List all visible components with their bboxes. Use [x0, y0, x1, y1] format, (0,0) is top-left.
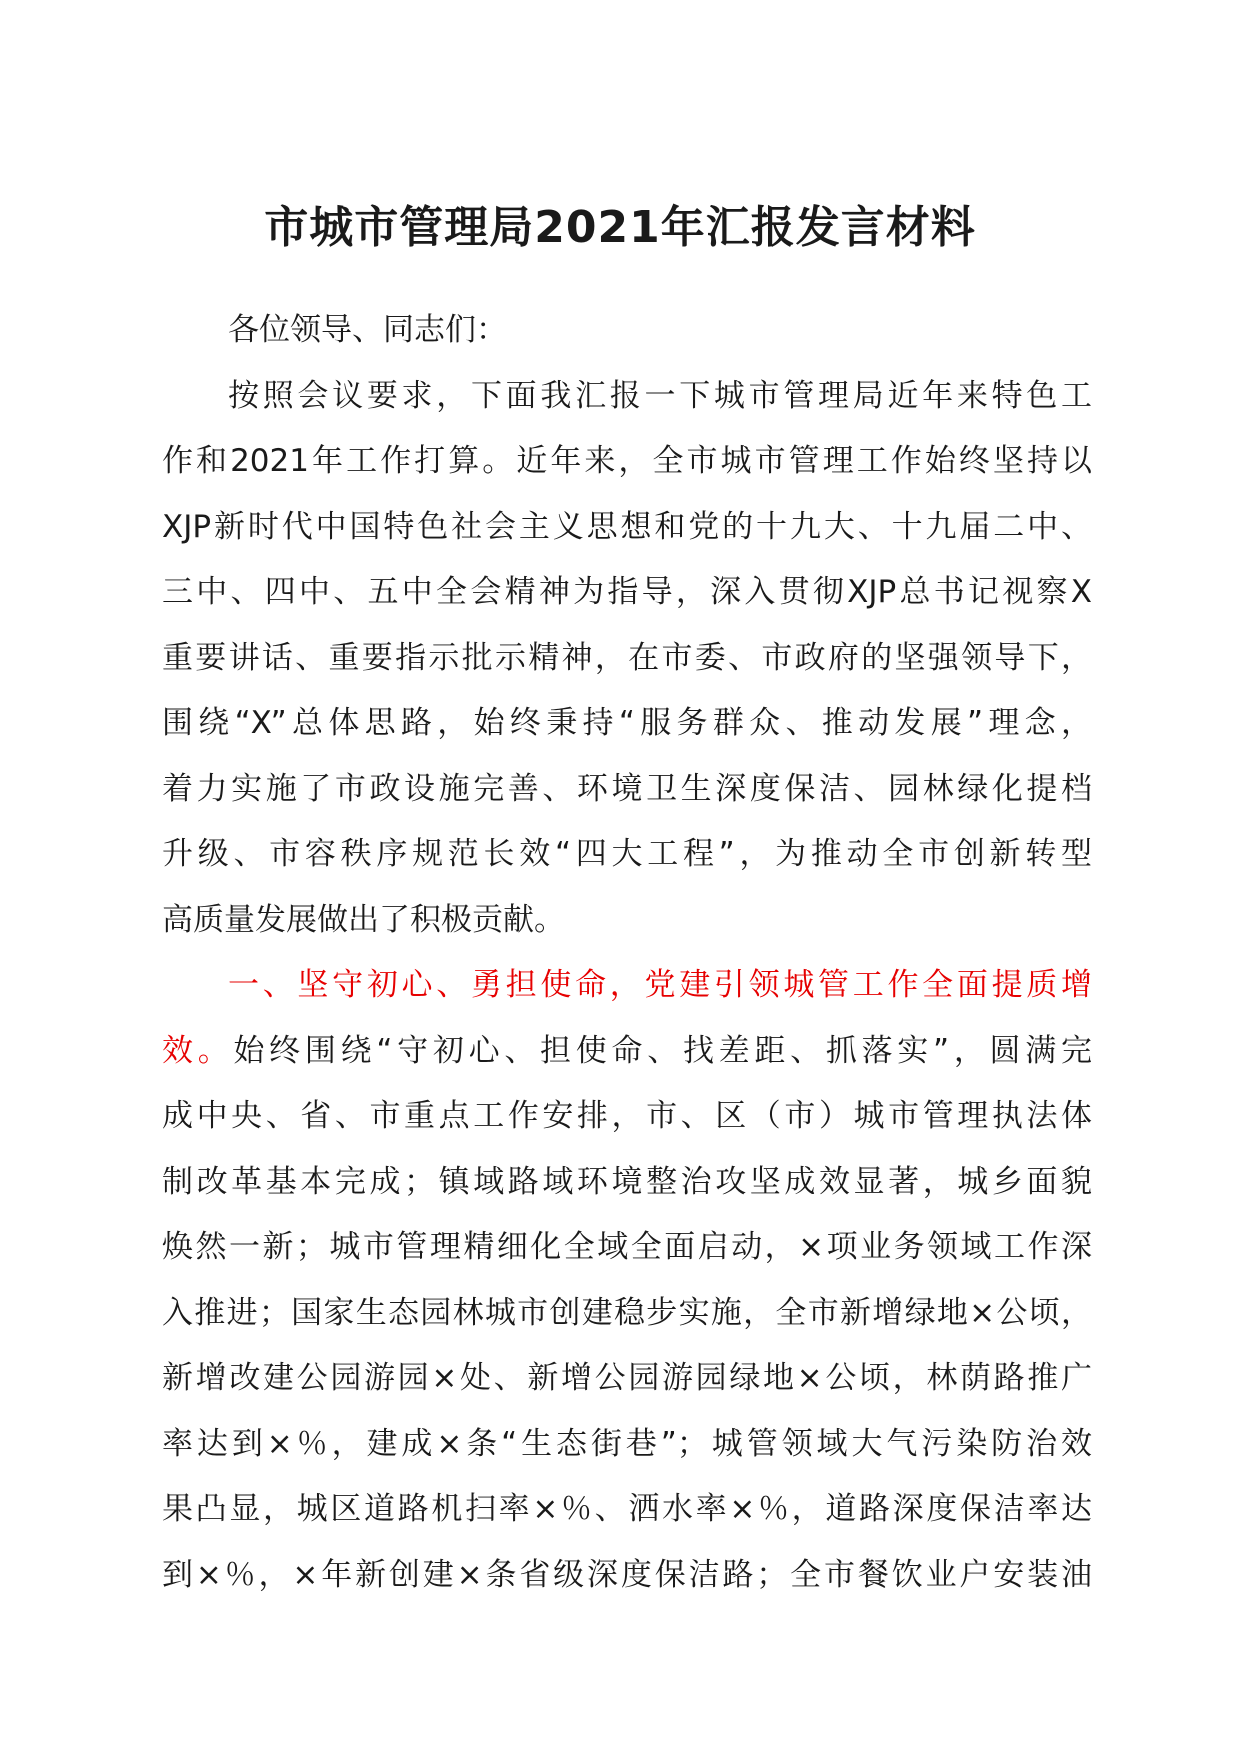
section-heading-tail: 效。 [162, 1032, 234, 1069]
paragraph-line: 果凸显，城区道路机扫率×％、洒水率×％，道路深度保洁率达 [162, 1491, 1092, 1527]
paragraph-line: 升级、市容秩序规范长效“四大工程”，为推动全市创新转型 [162, 836, 1092, 872]
paragraph-line: XJP新时代中国特色社会主义思想和党的十九大、十九届二中、 [162, 508, 1092, 545]
paragraph-line: 按照会议要求，下面我汇报一下城市管理局近年来特色工 [228, 377, 1092, 414]
paragraph-line: 到×％，×年新创建×条省级深度保洁路；全市餐饮业户安装油 [162, 1556, 1092, 1593]
paragraph-line: 新增改建公园游园×处、新增公园游园绿地×公顷，林荫路推广 [162, 1360, 1092, 1396]
paragraph-line-mixed [162, 1019, 1092, 1085]
paragraph-line: 率达到×％，建成×条“生态街巷”；城管领域大气污染防治效 [162, 1425, 1092, 1462]
paragraph-line: 制改革基本完成；镇域路域环境整治攻坚成效显著，城乡面貌 [162, 1163, 1092, 1200]
salutation-line: 各位领导、同志们： [228, 312, 507, 348]
section-heading-line: 一、坚守初心、勇担使命，党建引领城管工作全面提质增 [228, 967, 1092, 1003]
paragraph-line: 入推进；国家生态园林城市创建稳步实施，全市新增绿地×公顷， [162, 1294, 1092, 1331]
paragraph-line: 围绕“X”总体思路，始终秉持“服务群众、推动发展”理念， [162, 705, 1092, 741]
paragraph-text: 始终围绕“守初心、担使命、找差距、抓落实”，圆满完 [233, 1032, 1092, 1069]
paragraph-line: 成中央、省、市重点工作安排，市、区（市）城市管理执法体 [162, 1098, 1092, 1134]
paragraph-line: 三中、四中、五中全会精神为指导，深入贯彻XJP总书记视察X [162, 574, 1092, 610]
paragraph-line: 重要讲话、重要指示批示精神，在市委、市政府的坚强领导下， [162, 639, 1092, 676]
paragraph-line: 高质量发展做出了积极贡献。 [162, 901, 565, 938]
paragraph-line: 着力实施了市政设施完善、环境卫生深度保洁、园林绿化提档 [162, 770, 1092, 807]
document-title: 市城市管理局2021年汇报发言材料 [264, 202, 976, 253]
document-body [162, 298, 1092, 1608]
paragraph-line: 作和2021年工作打算。近年来，全市城市管理工作始终坚持以 [162, 443, 1092, 479]
paragraph-line: 焕然一新；城市管理精细化全域全面启动，×项业务领域工作深 [162, 1229, 1092, 1265]
